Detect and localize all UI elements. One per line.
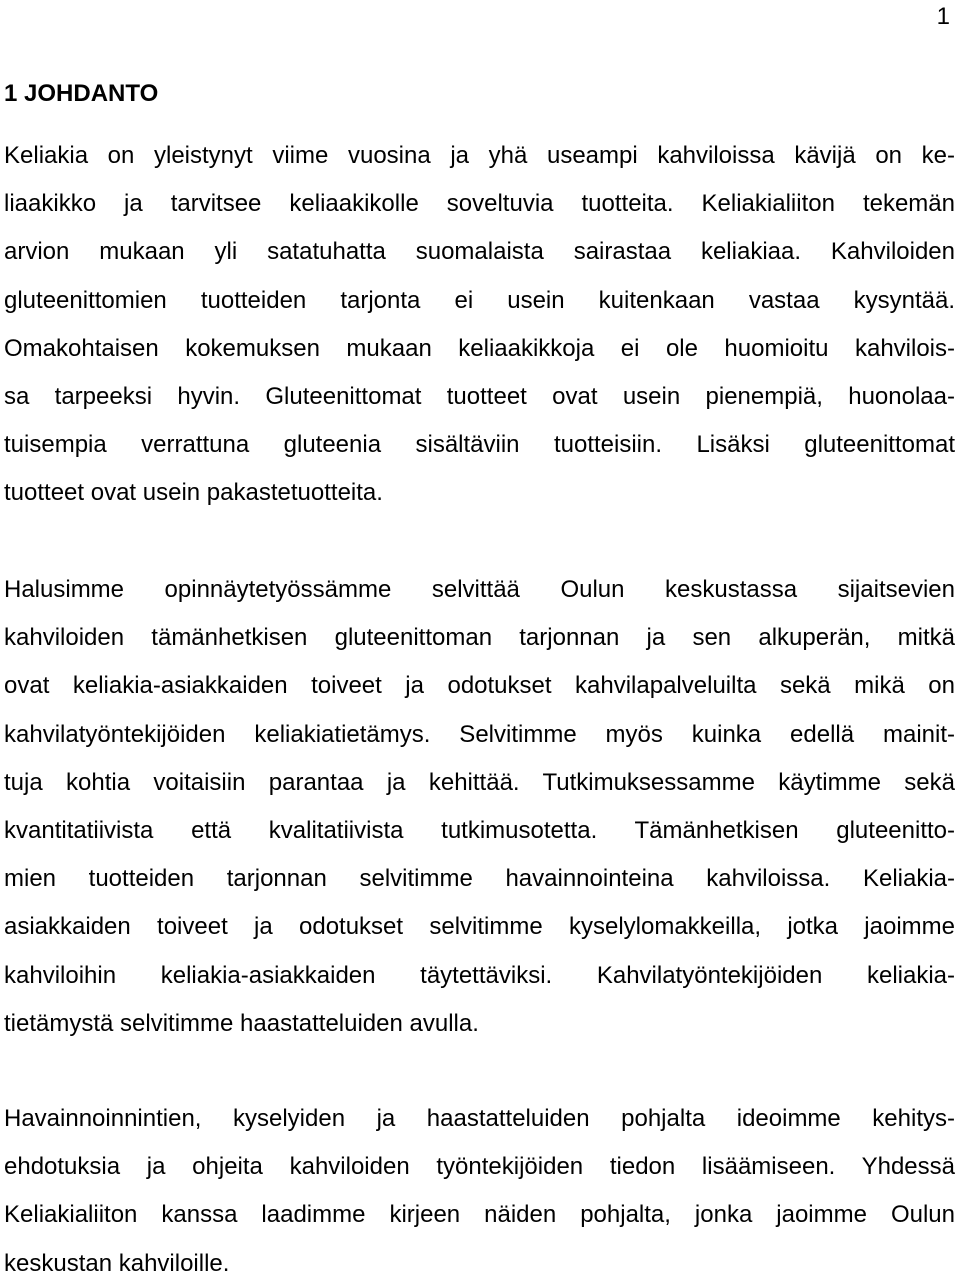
text-line: kahviloiden tämänhetkisen gluteenittoman tarjonnan ja sen alkuperän, mitkä bbox=[4, 624, 955, 652]
text-line: ovat keliakia-asiakkaiden toiveet ja odotukset kahvilapalveluilta sekä mikä on bbox=[4, 672, 955, 700]
text-line: tietämystä selvitimme haastatteluiden avulla. bbox=[4, 1009, 479, 1037]
text-line: tuotteet ovat usein pakastetuotteita. bbox=[4, 479, 383, 507]
text-line: sa tarpeeksi hyvin. Gluteenittomat tuotteet ovat usein pienempiä, huonolaa- bbox=[4, 382, 955, 410]
text-line: kvantitatiivista että kvalitatiivista tutkimusotetta. Tämänhetkisen gluteenitto- bbox=[4, 816, 955, 844]
text-line: arvion mukaan yli satatuhatta suomalaista sairastaa keliakiaa. Kahviloiden bbox=[4, 238, 955, 266]
text-line: ehdotuksia ja ohjeita kahviloiden työntekijöiden tiedon lisäämiseen. Yhdessä bbox=[4, 1153, 955, 1181]
text-line: Keliakialiiton kanssa laadimme kirjeen näiden pohjalta, jonka jaoimme Oulun bbox=[4, 1201, 955, 1229]
text-line: liaakikko ja tarvitsee keliaakikolle soveltuvia tuotteita. Keliakialiiton tekemän bbox=[4, 190, 955, 218]
text-line: Halusimme opinnäytetyössämme selvittää Oulun keskustassa sijaitsevien bbox=[4, 576, 955, 603]
text-line: Keliakia on yleistynyt viime vuosina ja yhä useampi kahviloissa kävijä on ke- bbox=[4, 142, 955, 169]
text-line: kahvilatyöntekijöiden keliakiatietämys. Selvitimme myös kuinka edellä mainit- bbox=[4, 720, 955, 748]
text-line: gluteenittomien tuotteiden tarjonta ei usein kuitenkaan vastaa kysyntää. bbox=[4, 286, 955, 314]
text-line: keskustan kahviloille. bbox=[4, 1249, 230, 1277]
text-line: Omakohtaisen kokemuksen mukaan keliaakikkoja ei ole huomioitu kahvilois- bbox=[4, 334, 955, 362]
text-line: mien tuotteiden tarjonnan selvitimme havainnointeina kahviloissa. Keliakia- bbox=[4, 865, 955, 893]
chapter-heading: 1 JOHDANTO bbox=[4, 80, 159, 107]
paragraph-1 bbox=[4, 132, 955, 518]
text-line: tuisempia verrattuna gluteenia sisältäviin tuotteisiin. Lisäksi gluteenittomat bbox=[4, 431, 955, 459]
text-line: Havainnoinnintien, kyselyiden ja haastatteluiden pohjalta ideoimme kehitys- bbox=[4, 1105, 955, 1132]
text-line: tuja kohtia voitaisiin parantaa ja kehittää. Tutkimuksessamme käytimme sekä bbox=[4, 768, 955, 796]
page-number: 1 bbox=[936, 3, 950, 30]
text-line: asiakkaiden toiveet ja odotukset selvitimme kyselylomakkeilla, jotka jaoimme bbox=[4, 913, 955, 941]
paragraph-2 bbox=[4, 566, 955, 1048]
paragraph-3 bbox=[4, 1095, 955, 1288]
text-line: kahviloihin keliakia-asiakkaiden täytettäviksi. Kahvilatyöntekijöiden keliakia- bbox=[4, 961, 955, 989]
